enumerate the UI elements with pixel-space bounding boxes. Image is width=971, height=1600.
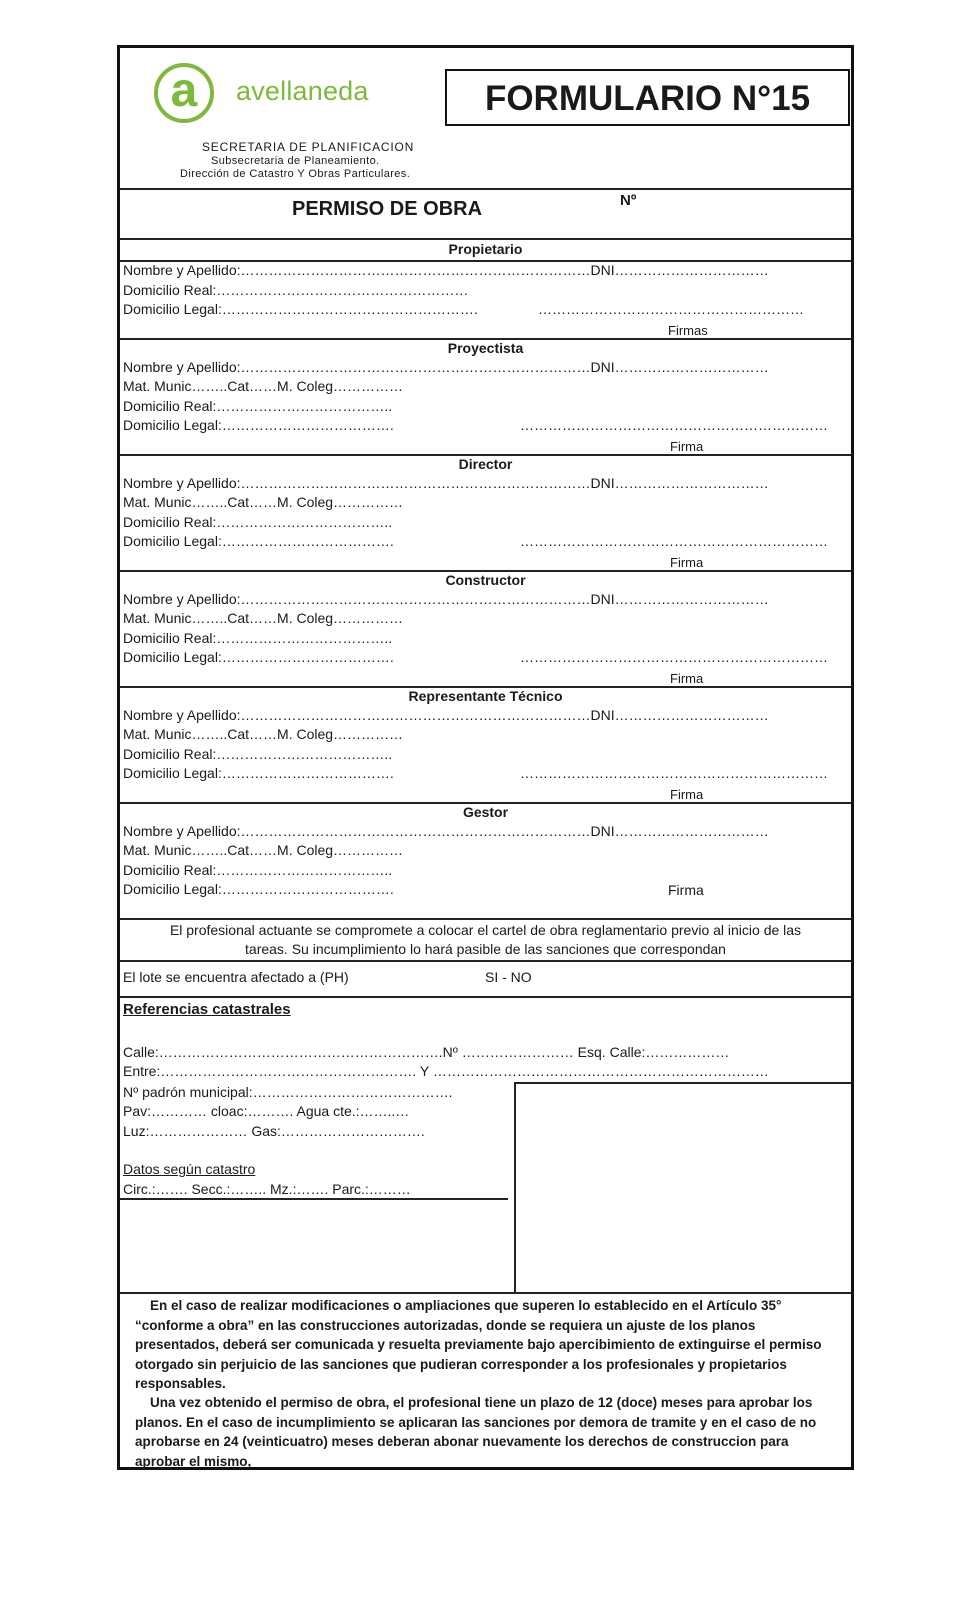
field-luz-gas[interactable]: Luz:………………… Gas:…………………………. <box>123 1123 425 1139</box>
field-domicilio-real[interactable]: Domicilio Real:……………………………….. <box>123 630 393 646</box>
datos-catastro-title: Datos según catastro <box>123 1161 256 1177</box>
field-matricula[interactable]: Mat. Munic……..Cat……M. Coleg…………… <box>123 842 404 858</box>
signature-label: Firma <box>670 555 704 570</box>
field-calle[interactable]: Calle:…………………………………………………….Nº …………………… Esq. Calle:……………… <box>123 1044 730 1060</box>
field-nombre-dni[interactable]: Nombre y Apellido:…………………………………………………………………DNI…………………………… <box>123 707 769 723</box>
field-nombre-dni[interactable]: Nombre y Apellido:…………………………………………………………………DNI…………………………… <box>123 823 769 839</box>
field-padron[interactable]: Nº padrón municipal:……………………………………. <box>123 1084 453 1100</box>
referencias-title: Referencias catastrales <box>123 1001 291 1018</box>
signature-line[interactable]: ………………………………………………………… <box>520 417 828 433</box>
field-nombre-dni[interactable]: Nombre y Apellido:…………………………………………………………………DNI…………………………… <box>123 475 769 491</box>
section-title-constructor: Constructor <box>445 572 526 588</box>
section-title-propietario: Propietario <box>448 241 523 257</box>
divider <box>515 1082 851 1084</box>
field-nombre-dni[interactable]: Nombre y Apellido:…………………………………………………………………DNI…………………………… <box>123 262 769 278</box>
cartel-note-line-1: El profesional actuante se compromete a colocar el cartel de obra reglamentario previo al inicio de las <box>169 922 802 938</box>
field-domicilio-legal[interactable]: Domicilio Legal:………………………………. <box>123 417 394 433</box>
field-domicilio-real[interactable]: Domicilio Real:……………………………….. <box>123 514 393 530</box>
signature-label: Firmas <box>668 323 708 338</box>
org-line-1: SECRETARIA DE PLANIFICACION <box>202 140 415 154</box>
field-domicilio-legal[interactable]: Domicilio Legal:………………………………. <box>123 881 394 897</box>
section-title-proyectista: Proyectista <box>447 340 524 356</box>
signature-line[interactable]: ………………………………………………………… <box>520 533 828 549</box>
form-frame <box>117 45 854 1470</box>
logo-text: avellaneda <box>236 76 369 106</box>
signature-label: Firma <box>670 787 704 802</box>
field-entre[interactable]: Entre:………………………………………………. Y ……………………………………………………………… <box>123 1063 769 1079</box>
field-nombre-dni[interactable]: Nombre y Apellido:…………………………………………………………………DNI…………………………… <box>123 359 769 375</box>
divider <box>120 996 851 998</box>
signature-line[interactable]: ………………………………………………………… <box>520 765 828 781</box>
field-matricula[interactable]: Mat. Munic……..Cat……M. Coleg…………… <box>123 726 404 742</box>
divider <box>120 960 851 962</box>
signature-line[interactable]: ………………………………………………… <box>538 301 804 317</box>
lote-ph-label: El lote se encuentra afectado a (PH) <box>123 969 349 985</box>
divider <box>120 188 851 190</box>
section-title-representante: Representante Técnico <box>408 688 563 704</box>
field-domicilio-real[interactable]: Domicilio Real:……………………………………………… <box>123 282 469 298</box>
field-nomenclatura[interactable]: Circ.:……. Secc.:…….. Mz.:……. Parc.:……… <box>123 1181 411 1197</box>
section-title-gestor: Gestor <box>462 804 509 820</box>
field-matricula[interactable]: Mat. Munic……..Cat……M. Coleg…………… <box>123 378 404 394</box>
signature-label: Firma <box>670 671 704 686</box>
signature-line[interactable]: ………………………………………………………… <box>520 649 828 665</box>
sketch-box-border <box>514 1082 516 1292</box>
field-domicilio-real[interactable]: Domicilio Real:……………………………….. <box>123 746 393 762</box>
cartel-note-line-2: tareas. Su incumplimiento lo hará pasible de las sanciones que correspondan <box>245 941 726 957</box>
signature-label: Firma <box>668 882 704 898</box>
field-domicilio-real[interactable]: Domicilio Real:……………………………….. <box>123 862 393 878</box>
field-domicilio-legal[interactable]: Domicilio Legal:………………………………………………. <box>123 301 478 317</box>
field-nombre-dni[interactable]: Nombre y Apellido:…………………………………………………………………DNI…………………………… <box>123 591 769 607</box>
page-title: PERMISO DE OBRA <box>292 198 483 220</box>
divider <box>120 238 851 240</box>
org-line-2: Subsecretaria de Planeamiento. <box>211 155 380 167</box>
field-domicilio-real[interactable]: Domicilio Real:……………………………….. <box>123 398 393 414</box>
org-line-3: Dirección de Catastro Y Obras Particulares. <box>180 168 411 180</box>
field-servicios[interactable]: Pav:………… cloac:………. Agua cte.:……..… <box>123 1103 410 1119</box>
signature-label: Firma <box>670 439 704 454</box>
field-matricula[interactable]: Mat. Munic……..Cat……M. Coleg…………… <box>123 610 404 626</box>
field-domicilio-legal[interactable]: Domicilio Legal:………………………………. <box>123 533 394 549</box>
field-domicilio-legal[interactable]: Domicilio Legal:………………………………. <box>123 649 394 665</box>
field-domicilio-legal[interactable]: Domicilio Legal:………………………………. <box>123 765 394 781</box>
field-matricula[interactable]: Mat. Munic……..Cat……M. Coleg…………… <box>123 494 404 510</box>
divider <box>120 1292 851 1294</box>
permit-number-label: Nº <box>620 192 637 209</box>
divider <box>120 1198 508 1200</box>
divider <box>120 918 851 920</box>
ph-options[interactable]: SI - NO <box>485 969 532 985</box>
legal-paragraph-1: En el caso de realizar modificaciones o ampliaciones que superen lo establecido en el Artículo 35° “conforme a obra” en las construcciones autorizadas, donde se requiera un ajuste de los planos presentados, deberá ser comunicada y resuelta previamente bajo apercibimiento de extinguirse el permiso otorgado sin perjuicio de las sanciones que pudieran corresponder a los profesionales y propietarios responsables. <box>135 1298 822 1391</box>
form-number-box: FORMULARIO N°15 <box>445 69 850 126</box>
legal-paragraph-2: Una vez obtenido el permiso de obra, el profesional tiene un plazo de 12 (doce) meses para aprobar los planos. En el caso de incumplimiento se aplicaran las sanciones por demora de tramite y en el caso de no aprobarse en 24 (veinticuatro) meses deberan abonar nuevamente los derechos de construccion para aprobar el mismo, <box>135 1395 817 1469</box>
logo-icon: a <box>154 63 214 123</box>
section-title-director: Director <box>458 456 513 472</box>
